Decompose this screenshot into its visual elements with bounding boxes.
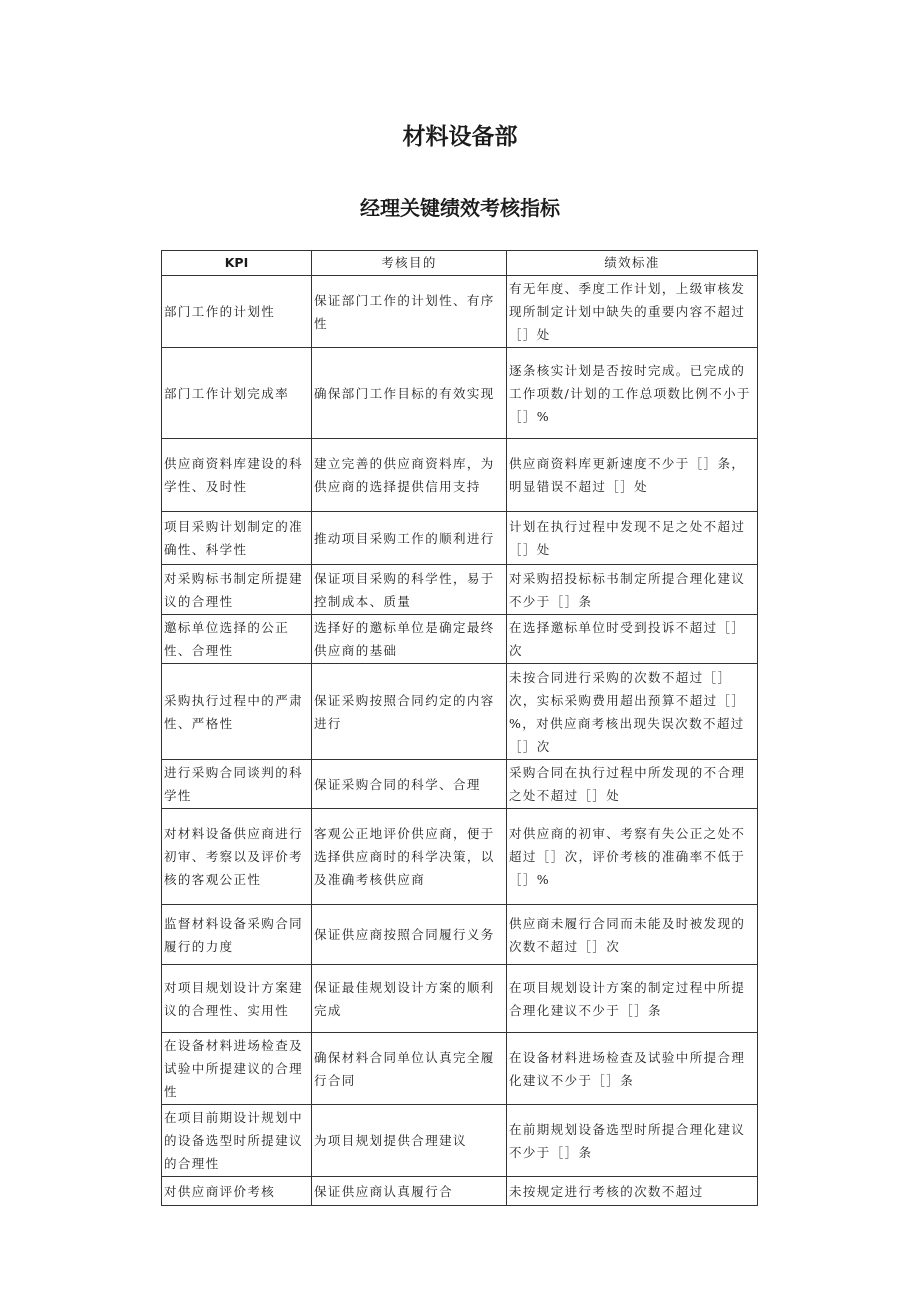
kpi-cell: 在项目前期设计规划中的设备选型时所提建议的合理性: [162, 1105, 312, 1177]
kpi-cell: 在设备材料进场检查及试验中所提建议的合理性: [162, 1033, 312, 1105]
standard-cell: 对供应商的初审、考察有失公正之处不超过［］次，评价考核的准确率不低于［］%: [507, 809, 758, 905]
kpi-cell: 对供应商评价考核: [162, 1177, 312, 1206]
table-row: [162, 809, 758, 905]
standard-cell: 供应商未履行合同而未能及时被发现的次数不超过［］次: [507, 905, 758, 965]
table-row: [162, 905, 758, 965]
kpi-cell: 邀标单位选择的公正性、合理性: [162, 615, 312, 664]
table-row: [162, 1105, 758, 1177]
table-row: [162, 615, 758, 664]
standard-cell: 在前期规划设备选型时所提合理化建议不少于［］条: [507, 1105, 758, 1177]
standard-cell: 在项目规划设计方案的制定过程中所提合理化建议不少于［］条: [507, 965, 758, 1033]
purpose-cell: 保证供应商认真履行合: [312, 1177, 507, 1206]
standard-cell: 未按合同进行采购的次数不超过［］次，实标采购费用超出预算不超过［］%，对供应商考核出现失误次数不超过［］次: [507, 664, 758, 760]
header-kpi: KPI: [162, 251, 312, 276]
standard-cell: 有无年度、季度工作计划，上级审核发现所制定计划中缺失的重要内容不超过［］处: [507, 276, 758, 348]
purpose-cell: 为项目规划提供合理建议: [312, 1105, 507, 1177]
table-row: [162, 348, 758, 439]
table-row: [162, 565, 758, 615]
table-row: [162, 664, 758, 760]
standard-cell: 采购合同在执行过程中所发现的不合理之处不超过［］处: [507, 760, 758, 809]
table-header-row: [162, 251, 758, 276]
purpose-cell: 保证采购按照合同约定的内容进行: [312, 664, 507, 760]
kpi-cell: 供应商资料库建设的科学性、及时性: [162, 439, 312, 512]
table-row: [162, 439, 758, 512]
table-row: [162, 276, 758, 348]
header-purpose: 考核目的: [312, 251, 507, 276]
purpose-cell: 保证供应商按照合同履行义务: [312, 905, 507, 965]
kpi-cell: 对材料设备供应商进行初审、考察以及评价考核的客观公正性: [162, 809, 312, 905]
table-row: [162, 1177, 758, 1206]
purpose-cell: 选择好的邀标单位是确定最终供应商的基础: [312, 615, 507, 664]
standard-cell: 对采购招投标标书制定所提合理化建议不少于［］条: [507, 565, 758, 615]
standard-cell: 计划在执行过程中发现不足之处不超过［］处: [507, 512, 758, 565]
standard-cell: 未按规定进行考核的次数不超过: [507, 1177, 758, 1206]
purpose-cell: 推动项目采购工作的顺利进行: [312, 512, 507, 565]
kpi-cell: 对项目规划设计方案建议的合理性、实用性: [162, 965, 312, 1033]
table-row: [162, 965, 758, 1033]
table-row: [162, 1033, 758, 1105]
table-row: [162, 760, 758, 809]
standard-cell: 供应商资料库更新速度不少于［］条，明显错误不超过［］处: [507, 439, 758, 512]
purpose-cell: 确保材料合同单位认真完全履行合同: [312, 1033, 507, 1105]
kpi-cell: 项目采购计划制定的准确性、科学性: [162, 512, 312, 565]
kpi-cell: 进行采购合同谈判的科学性: [162, 760, 312, 809]
kpi-cell: 对采购标书制定所提建议的合理性: [162, 565, 312, 615]
kpi-cell: 部门工作计划完成率: [162, 348, 312, 439]
table-row: [162, 512, 758, 565]
document-subtitle: 经理关键绩效考核指标: [360, 196, 560, 220]
purpose-cell: 确保部门工作目标的有效实现: [312, 348, 507, 439]
kpi-cell: 监督材料设备采购合同履行的力度: [162, 905, 312, 965]
purpose-cell: 保证最佳规划设计方案的顺利完成: [312, 965, 507, 1033]
standard-cell: 逐条核实计划是否按时完成。已完成的工作项数/计划的工作总项数比例不小于［］%: [507, 348, 758, 439]
kpi-cell: 部门工作的计划性: [162, 276, 312, 348]
purpose-cell: 客观公正地评价供应商，便于选择供应商时的科学决策，以及准确考核供应商: [312, 809, 507, 905]
purpose-cell: 保证采购合同的科学、合理: [312, 760, 507, 809]
standard-cell: 在选择邀标单位时受到投诉不超过［］次: [507, 615, 758, 664]
standard-cell: 在设备材料进场检查及试验中所提合理化建议不少于［］条: [507, 1033, 758, 1105]
purpose-cell: 保证项目采购的科学性，易于控制成本、质量: [312, 565, 507, 615]
purpose-cell: 建立完善的供应商资料库，为供应商的选择提供信用支持: [312, 439, 507, 512]
purpose-cell: 保证部门工作的计划性、有序性: [312, 276, 507, 348]
department-title: 材料设备部: [402, 124, 518, 150]
kpi-table: [161, 250, 758, 1206]
kpi-cell: 采购执行过程中的严肃性、严格性: [162, 664, 312, 760]
header-standard: 绩效标准: [507, 251, 758, 276]
